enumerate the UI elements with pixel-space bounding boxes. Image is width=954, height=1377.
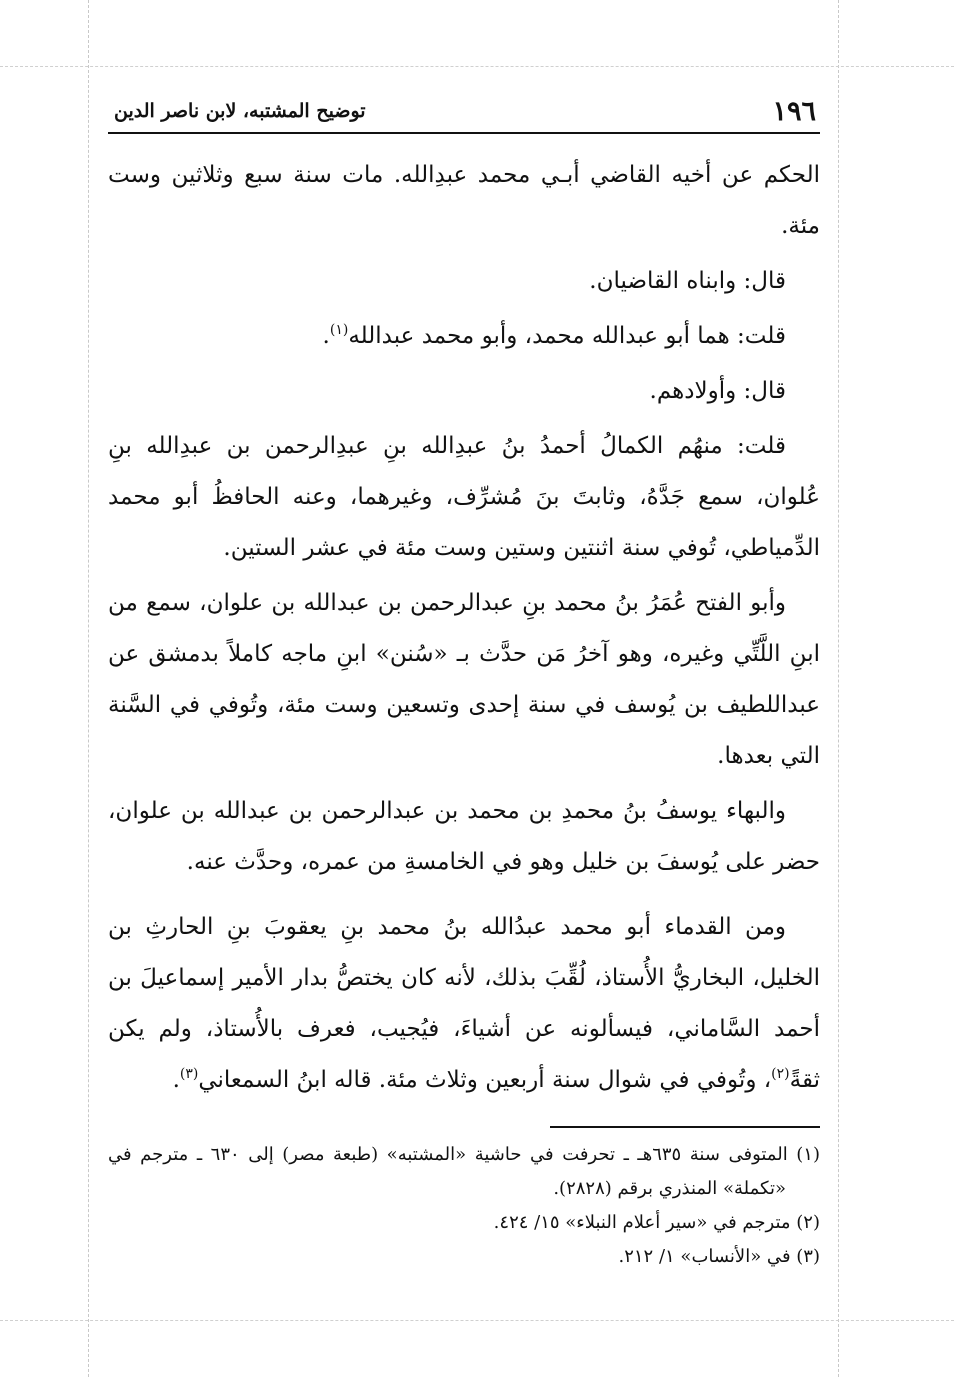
scan-guide-line (0, 66, 954, 67)
paragraph: ومن القدماء أبو محمد عبدُالله بنُ محمد بنِ يعقوبَ بنِ الحارثِ بن الخليل، البخاريُّ الأُستاذ، لُقِّبَ بذلك، لأنه كان يختصُّ بدار الأمير إسماعيلَ بن أحمد السَّاماني، فيسألونه عن أشياءَ، فيُجيب، فعرف بالأُستاذ، ولم يكن ثقةً$^{(٢)}$، وتُوفي في شوال سنة أربعين وثلاث مئة. قاله ابنُ السمعاني$^{(٣)}$. (108, 914, 820, 1093)
paragraph: قلت: منهُم الكمالُ أحمدُ بنُ عبدِالله بنِ عبدِالرحمن بن عبدِالله بنِ عُلوان، سمع جَدَّهُ، وثابتَ بنَ مُشرِّف، وغيرهما، وعنه الحافظُ أبو محمد الدِّمياطي، تُوفي سنة اثنتين وستين وست مئة في عشر الستين. (108, 433, 820, 561)
running-title: توضيح المشتبه، لابن ناصر الدين (114, 100, 366, 122)
paragraph: قال: وأولادهم. (649, 378, 786, 404)
paragraph: والبهاء يوسفُ بنُ محمدِ بن محمد بن عبدالرحمن بن عبدالله بن علوان، حضر على يُوسفَ بن خليل وهو في الخامسةِ من عمره، وحدَّث عنه. (108, 798, 820, 875)
scan-guide-line (88, 0, 89, 1377)
footnote-divider (550, 1126, 820, 1128)
footnote: (٢) مترجم في «سير أعلام النبلاء» ١٥/ ٤٢٤. (493, 1212, 820, 1233)
scan-guide-line (838, 0, 839, 1377)
page-number: ١٩٦ (772, 96, 816, 127)
scan-guide-line (0, 1320, 954, 1321)
paragraph: وأبو الفتح عُمَرُ بنُ محمد بنِ عبدالرحمن بن عبدالله بن علوان، سمع من ابنِ اللَّتِّي وغيره، وهو آخرُ مَن حدَّث بـ «سُنن» ابنِ ماجه كاملاً بدمشق عن عبداللطيف بن يُوسف في سنة إحدى وتسعين وست مئة، وتُوفي في السَّنة التي بعدها. (108, 590, 820, 769)
paragraph: قال: وابناه القاضيان. (589, 268, 786, 294)
paragraph: قلت: هما أبو عبدالله محمد، وأبو محمد عبدالله$^{(١)}$. (322, 322, 786, 349)
footnotes (108, 1138, 820, 1274)
paragraph: الحكم عن أخيه القاضي أبـي محمد عبدِالله. مات سنة سبع وثلاثين وست مئة. (108, 162, 820, 239)
footnote: (٣) في «الأنساب» ١/ ٢١٢. (618, 1246, 820, 1267)
running-head (108, 92, 820, 134)
footnote-marker: (٢) (771, 1066, 790, 1082)
footnote: (١) المتوفى سنة ٦٣٥هـ ـ تحرفت في حاشية «المشتبه» (طبعة مصر) إلى ٦٣٠ ـ مترجم في «تكملة» المنذري برقم (٢٨٢٨). (108, 1144, 820, 1199)
footnote-marker: (٣) (179, 1066, 199, 1082)
main-text (108, 150, 820, 1110)
footnote-marker: (١) (329, 322, 349, 338)
